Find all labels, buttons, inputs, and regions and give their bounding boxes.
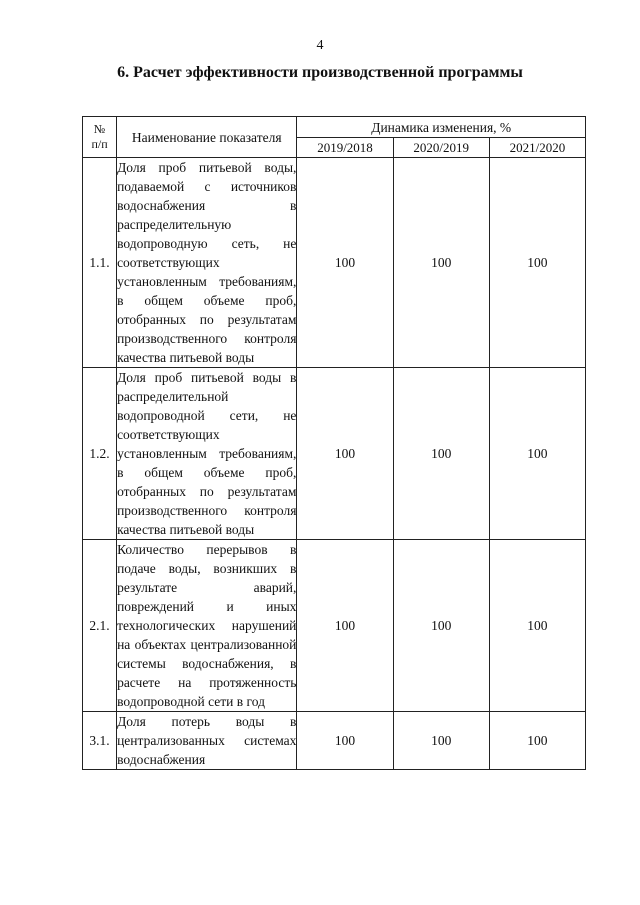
header-number [83,117,117,158]
section-title: 6. Расчет эффективности производственной программы [117,64,523,81]
value-cell: 100 [489,540,585,712]
page-number: 4 [316,38,324,53]
header-year-2021-2020: 2021/2020 [489,138,585,158]
indicator-name: Доля проб питьевой воды, подаваемой с источников водоснабжения в распределительную водопроводную сеть, не соответствующих установленным требованиям, в общем объеме проб, отобранных по результатам производственного контроля качества питьевой воды [117,158,297,368]
header-dynamics: Динамика изменения, % [297,117,586,138]
header-number-symbol: № [93,122,106,136]
value-cell: 100 [489,712,585,770]
table-row [83,540,586,712]
value-cell: 100 [393,158,489,368]
indicator-name: Доля проб питьевой воды в распределительной водопроводной сети, не соответствующих установленным требованиям, в общем объеме проб, отобранных по результатам производственного контроля качества питьевой воды [117,368,297,540]
table-row [83,368,586,540]
value-cell: 100 [297,368,393,540]
value-cell: 100 [297,540,393,712]
header-number-sub: п/п [91,137,108,151]
indicator-name: Доля потерь воды в централизованных системах водоснабжения [117,712,297,770]
value-cell: 100 [297,712,393,770]
header-indicator-name: Наименование показателя [117,117,297,158]
value-cell: 100 [297,158,393,368]
indicator-name: Количество перерывов в подаче воды, возникших в результате аварий, повреждений и иных технологических нарушений на объектах централизованной системы водоснабжения, в расчете на протяженность водопроводной сети в год [117,540,297,712]
efficiency-table [82,116,586,770]
value-cell: 100 [489,158,585,368]
value-cell: 100 [393,712,489,770]
value-cell: 100 [393,368,489,540]
value-cell: 100 [489,368,585,540]
value-cell: 100 [393,540,489,712]
header-year-2020-2019: 2020/2019 [393,138,489,158]
table-row [83,712,586,770]
row-number: 2.1. [83,540,117,712]
row-number: 3.1. [83,712,117,770]
header-year-2019-2018: 2019/2018 [297,138,393,158]
row-number: 1.2. [83,368,117,540]
row-number: 1.1. [83,158,117,368]
table-row [83,158,586,368]
